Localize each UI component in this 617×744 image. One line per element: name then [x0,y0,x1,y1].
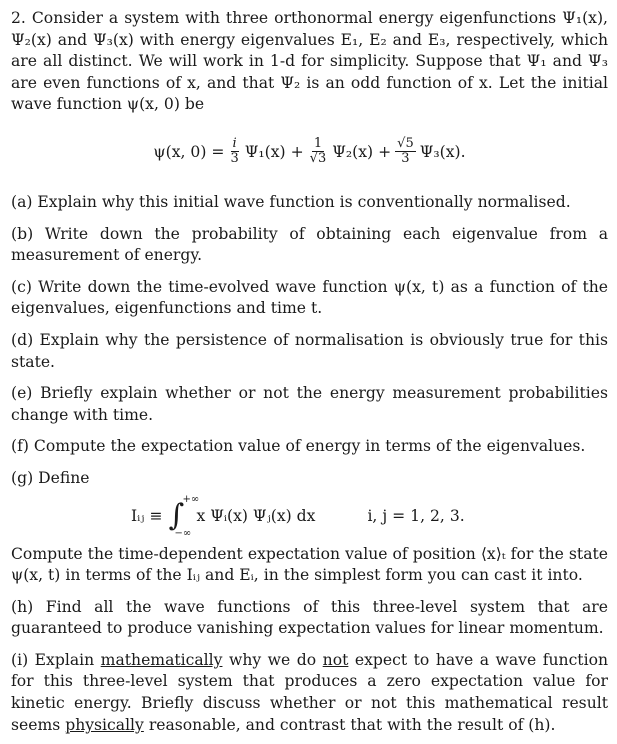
part-i-text-1: (i) Explain [11,650,101,669]
integral-lower-limit: −∞ [174,527,192,539]
coefficient-3-denominator: 3 [401,151,410,167]
part-d: (d) Explain why the persistence of normalisation is obviously true for this state. [11,330,608,371]
part-g-label: (g) Define [11,468,90,487]
integral-lhs: Iᵢⱼ ≡ [131,506,163,525]
coefficient-1-numerator: i [232,136,237,152]
part-g-body: Compute the time-dependent expectation value of position ⟨x⟩ₜ for the state ψ(x, t) in terms of the Iᵢⱼ and Eᵢ, in the simplest form you can cast it into. [11,544,608,585]
integral-indices: i, j = 1, 2, 3. [367,506,465,525]
part-i-text-2: why we do [222,650,323,669]
coefficient-2-numerator: 1 [313,136,323,152]
eigenfunction-1-term: Ψ₁(x) + [244,142,304,161]
part-f: (f) Compute the expectation value of energy in terms of the eigenvalues. [11,437,586,456]
part-i-underline-not: not [322,650,349,669]
part-i-text-3: expect to have a wave function for this three-level system that produces a zero expectation value for kinetic energy. Briefly discuss whether or not this mathematical result seems [11,650,608,734]
coefficient-3 [395,137,416,166]
part-c: (c) Write down the time-evolved wave function ψ(x, t) as a function of the eigenvalues, eigenfunctions and time t. [11,277,608,318]
part-i [11,650,608,736]
coefficient-1-denominator: 3 [230,151,239,167]
coefficient-2-denominator: √3 [309,151,327,167]
integral-sign: ∫ +∞ −∞ [168,493,200,539]
part-h: (h) Find all the wave functions of this three-level system that are guaranteed to produce vanishing expectation values for linear momentum. [11,597,608,638]
part-e: (e) Briefly explain whether or not the energy measurement probabilities change with time. [11,384,608,424]
coefficient-3-numerator: √5 [397,136,414,152]
part-i-text-4: reasonable, and contrast that with the result of (h). [143,715,556,734]
integral-upper-limit: +∞ [182,493,200,505]
initial-wavefunction-equation [11,134,608,170]
coefficient-2 [308,137,329,166]
equation-lhs: ψ(x, 0) = [153,142,225,161]
integrand: x Ψᵢ(x) Ψⱼ(x) dx [196,506,316,525]
integral-definition [11,493,608,539]
part-b: (b) Write down the probability of obtaining each eigenvalue from a measurement of energy. [11,224,608,265]
part-i-underline-physically: physically [65,715,144,734]
eigenfunction-3-term: Ψ₃(x). [419,142,466,161]
eigenfunction-2-term: Ψ₂(x) + [332,142,392,161]
coefficient-1 [228,137,240,166]
problem-intro: 2. Consider a system with three orthonormal energy eigenfunctions Ψ₁(x), Ψ₂(x) and Ψ₃(x) with energy eigenvalues E₁, E₂ and E₃, respectively, which are all distinct. We will work in 1-d for simplicity. Suppose that Ψ₁ and Ψ₃ are even functions of x, and that Ψ₂ is an odd function of x. Let the initial wave function ψ(x, 0) be [11,9,608,114]
part-a: (a) Explain why this initial wave function is conventionally normalised. [11,192,571,211]
part-i-underline-mathematically: mathematically [100,650,223,669]
